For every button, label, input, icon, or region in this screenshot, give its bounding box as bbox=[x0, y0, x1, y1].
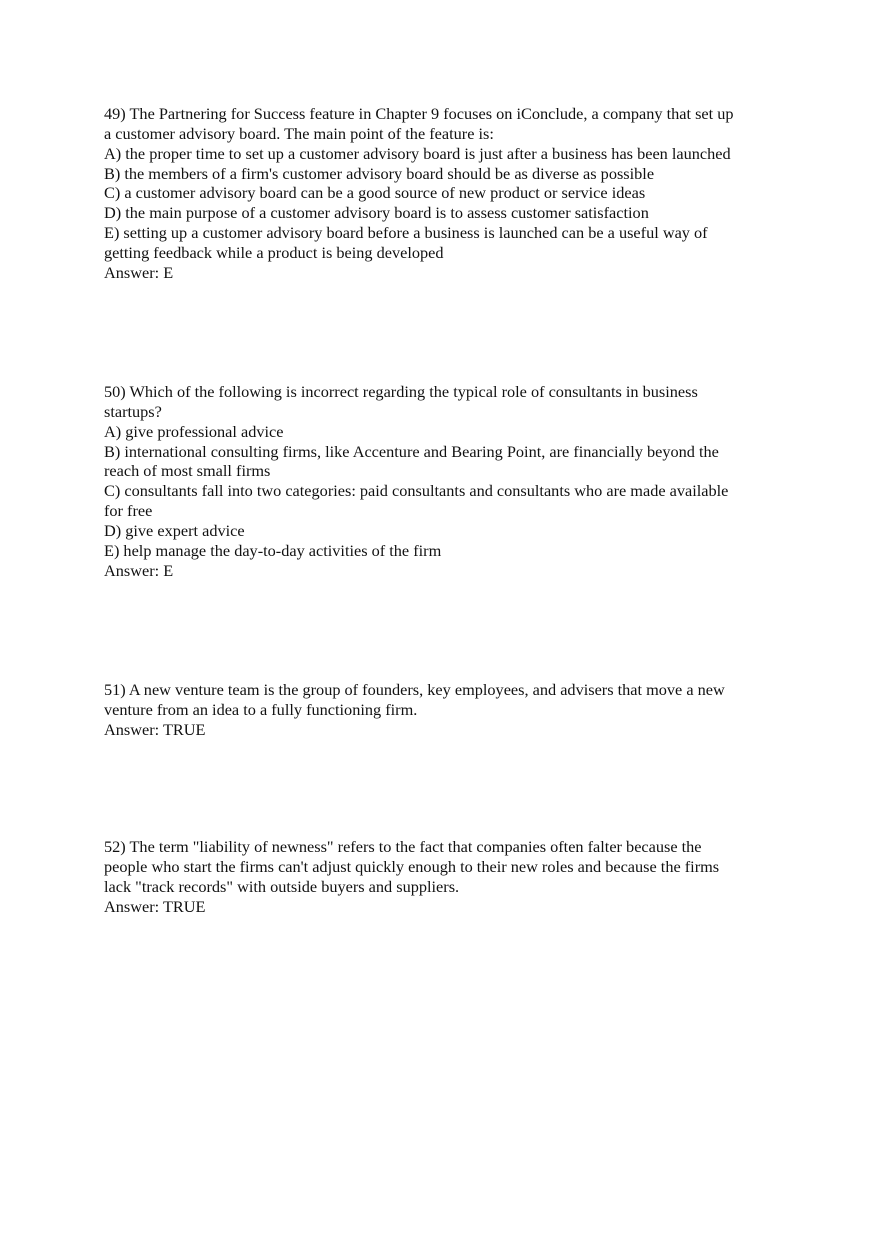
question-text: 51) A new venture team is the group of founders, key employees, and advisers that move a new bbox=[104, 680, 725, 699]
question-text: people who start the firms can't adjust quickly enough to their new roles and because the firms bbox=[104, 856, 720, 876]
option-b: B) international consulting firms, like Accenture and Bearing Point, are financially beyond the bbox=[104, 441, 719, 461]
option-e: E) help manage the day-to-day activities of the firm bbox=[104, 540, 442, 560]
question-52 bbox=[104, 837, 719, 916]
question-text: venture from an idea to a fully functioning firm. bbox=[104, 699, 418, 719]
answer: Answer: TRUE bbox=[104, 719, 206, 739]
question-text: 52) The term "liability of newness" refers to the fact that companies often falter because the bbox=[104, 837, 702, 856]
option-e-cont: getting feedback while a product is being developed bbox=[104, 242, 444, 262]
option-c: C) a customer advisory board can be a good source of new product or service ideas bbox=[104, 183, 646, 203]
question-text: 50) Which of the following is incorrect regarding the typical role of consultants in business bbox=[104, 382, 698, 401]
question-text: startups? bbox=[104, 401, 162, 421]
option-d: D) give expert advice bbox=[104, 520, 245, 540]
option-b-cont: reach of most small firms bbox=[104, 461, 271, 481]
answer: Answer: E bbox=[104, 262, 174, 282]
question-text: lack "track records" with outside buyers and suppliers. bbox=[104, 876, 460, 896]
option-a: A) the proper time to set up a customer advisory board is just after a business has been launched bbox=[104, 143, 731, 163]
option-e: E) setting up a customer advisory board before a business is launched can be a useful way of bbox=[104, 223, 708, 243]
question-50 bbox=[104, 382, 728, 580]
option-a: A) give professional advice bbox=[104, 421, 284, 441]
option-c: C) consultants fall into two categories: paid consultants and consultants who are made available bbox=[104, 481, 729, 501]
answer: Answer: TRUE bbox=[104, 896, 206, 916]
question-51 bbox=[104, 680, 725, 740]
question-text: a customer advisory board. The main point of the feature is: bbox=[104, 123, 494, 143]
answer: Answer: E bbox=[104, 560, 174, 580]
question-text: 49) The Partnering for Success feature in Chapter 9 focuses on iConclude, a company that set up bbox=[104, 104, 734, 123]
option-b: B) the members of a firm's customer advisory board should be as diverse as possible bbox=[104, 163, 655, 183]
option-c-cont: for free bbox=[104, 501, 153, 521]
option-d: D) the main purpose of a customer advisory board is to assess customer satisfaction bbox=[104, 203, 649, 223]
question-49 bbox=[104, 104, 734, 283]
